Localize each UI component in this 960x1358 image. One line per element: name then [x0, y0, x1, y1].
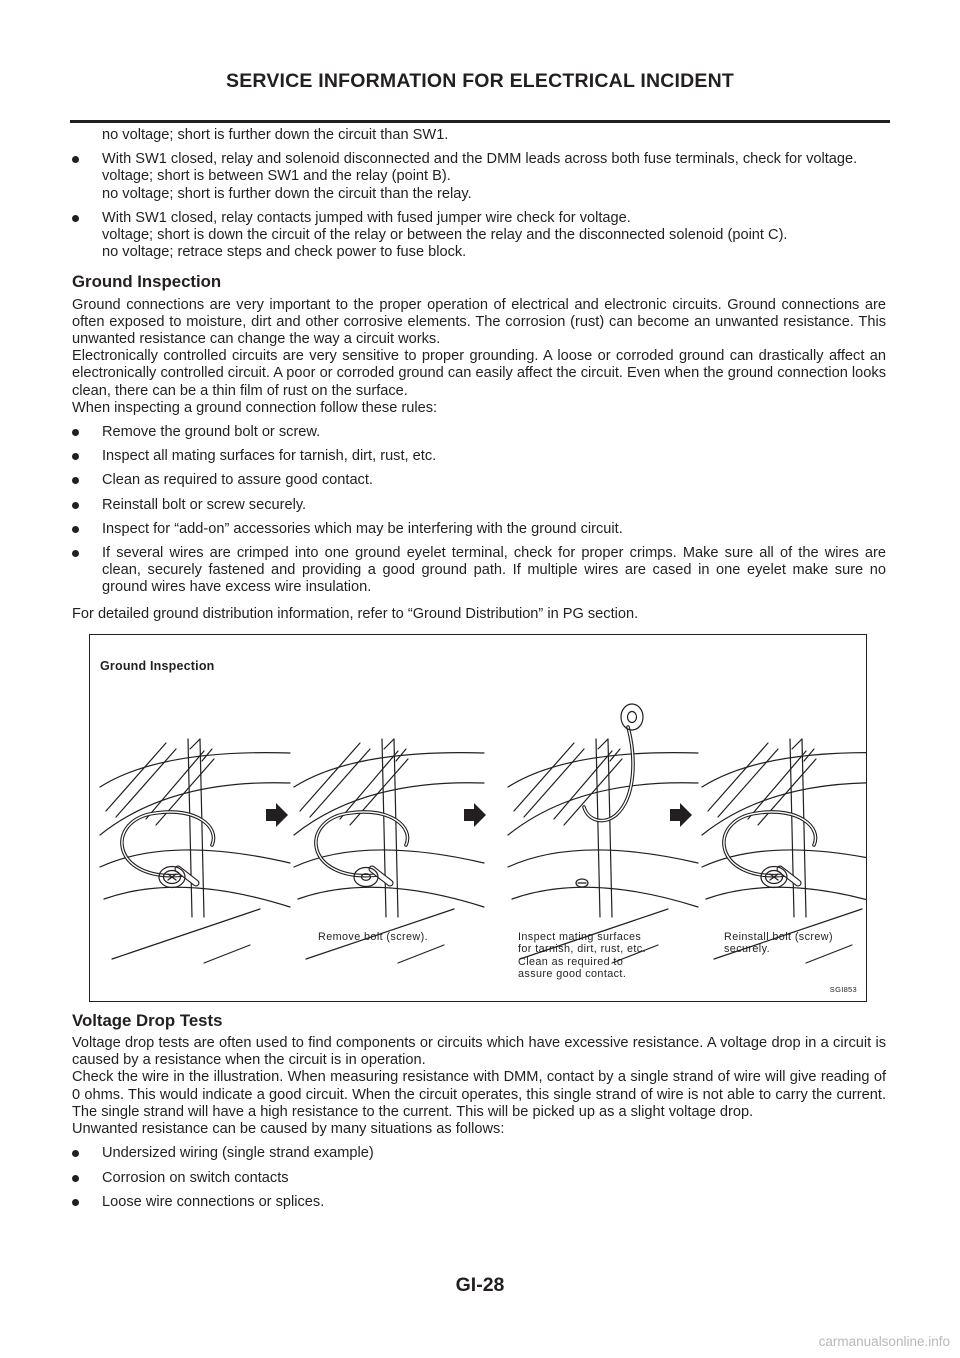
- ground-rule-text: Reinstall bolt or screw securely.: [102, 496, 307, 513]
- resistance-cause-text: Undersized wiring (single strand example): [102, 1145, 374, 1162]
- bullet-dot-icon: [72, 550, 79, 557]
- ground-rule-text: If several wires are crimped into one ground eyelet terminal, check for proper crimps. Make sure all of the wires are clean, securely fastened and providing a good ground path. If multiple wires are cased in one eyelet make sure no ground wires have excess wire insulation.: [102, 545, 886, 596]
- bullet-dot-icon: [72, 477, 79, 484]
- resistance-cause-item: [72, 1194, 886, 1211]
- page-number: GI-28: [455, 1274, 505, 1296]
- bullet-text: voltage; short is down the circuit of the relay or between the relay and the disconnected solenoid (point C).: [102, 227, 788, 244]
- resistance-cause-text: Corrosion on switch contacts: [102, 1169, 289, 1186]
- ground-rule-item: [72, 545, 886, 597]
- resistance-cause-item: [72, 1145, 886, 1162]
- step3-panel: [508, 704, 698, 963]
- ground-reference-note: For detailed ground distribution information, refer to “Ground Distribution” in PG section.: [72, 605, 639, 622]
- step4-panel: [702, 739, 866, 963]
- page-header-title: SERVICE INFORMATION FOR ELECTRICAL INCIDENT: [225, 70, 735, 92]
- top-bullet: [72, 210, 886, 262]
- ground-rule-item: [72, 497, 886, 514]
- bullet-dot-icon: [72, 1199, 79, 1206]
- bullet-dot-icon: [72, 526, 79, 533]
- step3-caption: Inspect mating surfaces for tarnish, dirt, rust, etc. Clean as required to assure good contact.: [518, 930, 647, 981]
- ground-paragraph: Electronically controlled circuits are very sensitive to proper grounding. A loose or corroded ground can drastically affect an electronically controlled circuit. A poor or corroded ground can easily affect the circuit. Even when the ground connection looks clean, there can be a thin film of rust on the surface.: [72, 348, 886, 399]
- bullet-dot-icon: [72, 429, 79, 436]
- bullet-text: no voltage; short is further down the circuit than the relay.: [102, 185, 472, 202]
- ground-rule-text: Remove the ground bolt or screw.: [102, 424, 321, 441]
- bullet-text: With SW1 closed, relay contacts jumped with fused jumper wire check for voltage.: [102, 209, 631, 226]
- header-rule: [70, 120, 890, 123]
- watermark: carmanualsonline.info: [818, 1334, 950, 1349]
- ground-rule-text: Inspect for “add-on” accessories which may be interfering with the ground circuit.: [102, 520, 623, 537]
- bullet-dot-icon: [72, 453, 79, 460]
- bullet-dot-icon: [72, 215, 79, 222]
- bullet-dot-icon: [72, 1150, 79, 1157]
- ground-rule-text: Inspect all mating surfaces for tarnish, dirt, rust, etc.: [102, 448, 437, 465]
- bullet-dot-icon: [72, 502, 79, 509]
- voltage-drop-heading: Voltage Drop Tests: [72, 1010, 223, 1030]
- bullet-text: voltage; short is between SW1 and the relay (point B).: [102, 168, 451, 185]
- bullet-text: no voltage; retrace steps and check power to fuse block.: [102, 244, 467, 261]
- page-content: [72, 127, 886, 1211]
- ground-rule-text: Clean as required to assure good contact.: [102, 472, 373, 489]
- step4-caption: Reinstall bolt (screw) securely.: [724, 930, 833, 956]
- step1-panel: [100, 739, 290, 963]
- step2-panel: [294, 739, 484, 963]
- voltage-paragraph: Unwanted resistance can be caused by many situations as follows:: [72, 1121, 505, 1138]
- ground-rule-item: [72, 521, 886, 538]
- top-bullet: [72, 151, 886, 203]
- figure-title: Ground Inspection: [100, 658, 215, 673]
- bullet-text: With SW1 closed, relay and solenoid disconnected and the DMM leads across both fuse terminals, check for voltage.: [102, 151, 858, 168]
- bullet-dot-icon: [72, 156, 79, 163]
- voltage-paragraph: Voltage drop tests are often used to find components or circuits which have excessive resistance. A voltage drop in a circuit is caused by a resistance when the circuit is in operation.: [72, 1035, 886, 1069]
- ground-rule-item: [72, 424, 886, 441]
- ground-paragraph: When inspecting a ground connection follow these rules:: [72, 399, 438, 416]
- ground-rule-item: [72, 448, 886, 465]
- step2-caption: Remove bolt (screw).: [318, 930, 428, 943]
- bullet-dot-icon: [72, 1175, 79, 1182]
- arrow-right-icon: [464, 803, 486, 827]
- arrow-right-icon: [266, 803, 288, 827]
- resistance-cause-item: [72, 1170, 886, 1187]
- intro-line: no voltage; short is further down the circuit than SW1.: [102, 127, 449, 143]
- ground-rule-item: [72, 472, 886, 489]
- ground-paragraph: Ground connections are very important to the proper operation of electrical and electronic circuits. Ground connections are often exposed to moisture, dirt and other corrosive elements. The corrosion (rust) can become an unwanted resistance. This unwanted resistance can change the way a circuit works.: [72, 296, 886, 348]
- ground-inspection-heading: Ground Inspection: [72, 272, 222, 292]
- resistance-cause-text: Loose wire connections or splices.: [102, 1193, 325, 1210]
- figure-code: SGI853: [829, 984, 857, 994]
- voltage-paragraph: Check the wire in the illustration. When measuring resistance with DMM, contact by a single strand of wire will give reading of 0 ohms. This would indicate a good circuit. When the circuit operates, this single strand of wire is not able to carry the current. The single strand will have a high resistance to the current. This will be picked up as a slight voltage drop.: [72, 1069, 886, 1120]
- ground-inspection-figure: [89, 634, 867, 1002]
- arrow-right-icon: [670, 803, 692, 827]
